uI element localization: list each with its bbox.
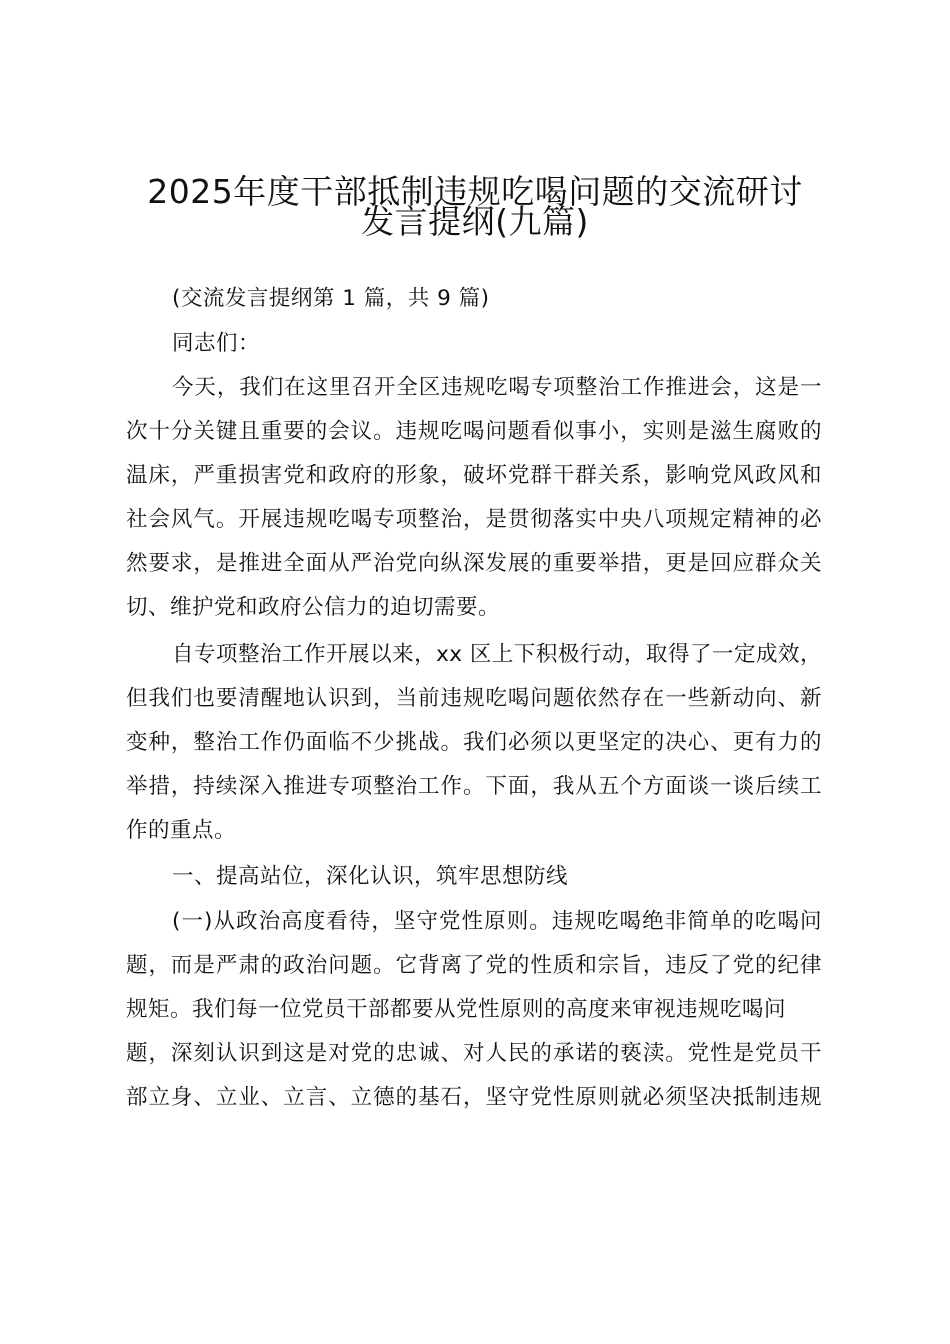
paragraph-line: 题，深刻认识到这是对党的忠诚、对人民的承诺的亵渎。党性是党员干: [126, 1041, 822, 1066]
paragraph-line: 题，而是严肃的政治问题。它背离了党的性质和宗旨，违反了党的纪律: [126, 953, 822, 978]
paragraph-line: 举措，持续深入推进专项整治工作。下面，我从五个方面谈一谈后续工: [126, 774, 822, 799]
paragraph-line: 社会风气。开展违规吃喝专项整治，是贯彻落实中央八项规定精神的必: [126, 507, 822, 532]
document-subtitle: (交流发言提纲第 1 篇，共 9 篇): [172, 286, 490, 311]
paragraph-line: 然要求，是推进全面从严治党向纵深发展的重要举措，更是回应群众关: [126, 551, 822, 576]
paragraph-line: 温床，严重损害党和政府的形象，破坏党群干群关系，影响党风政风和: [126, 463, 822, 488]
paragraph-line: 变种，整治工作仍面临不少挑战。我们必须以更坚定的决心、更有力的: [126, 730, 822, 755]
paragraph-line: 作的重点。: [126, 818, 237, 843]
paragraph-line: (一)从政治高度看待，坚守党性原则。违规吃喝绝非简单的吃喝问: [172, 909, 822, 934]
paragraph-line: 次十分关键且重要的会议。违规吃喝问题看似事小，实则是滋生腐败的: [126, 419, 822, 444]
paragraph-line: 切、维护党和政府公信力的迫切需要。: [126, 595, 501, 620]
paragraph-line: 今天，我们在这里召开全区违规吃喝专项整治工作推进会，这是一: [172, 375, 822, 400]
document-title-line-2: 发言提纲(九篇): [361, 202, 589, 241]
section-heading: 一、提高站位，深化认识，筑牢思想防线: [172, 864, 569, 889]
paragraph-line: 自专项整治工作开展以来，xx 区上下积极行动，取得了一定成效，: [172, 642, 822, 667]
paragraph-line: 但我们也要清醒地认识到，当前违规吃喝问题依然存在一些新动向、新: [126, 686, 822, 711]
paragraph-line: 部立身、立业、立言、立德的基石，坚守党性原则就必须坚决抵制违规: [126, 1085, 822, 1110]
greeting: 同志们：: [172, 331, 261, 356]
paragraph-line: 规矩。我们每一位党员干部都要从党性原则的高度来审视违规吃喝问: [126, 997, 787, 1022]
document-title-line-1: 2025年度干部抵制违规吃喝问题的交流研讨: [147, 172, 803, 211]
